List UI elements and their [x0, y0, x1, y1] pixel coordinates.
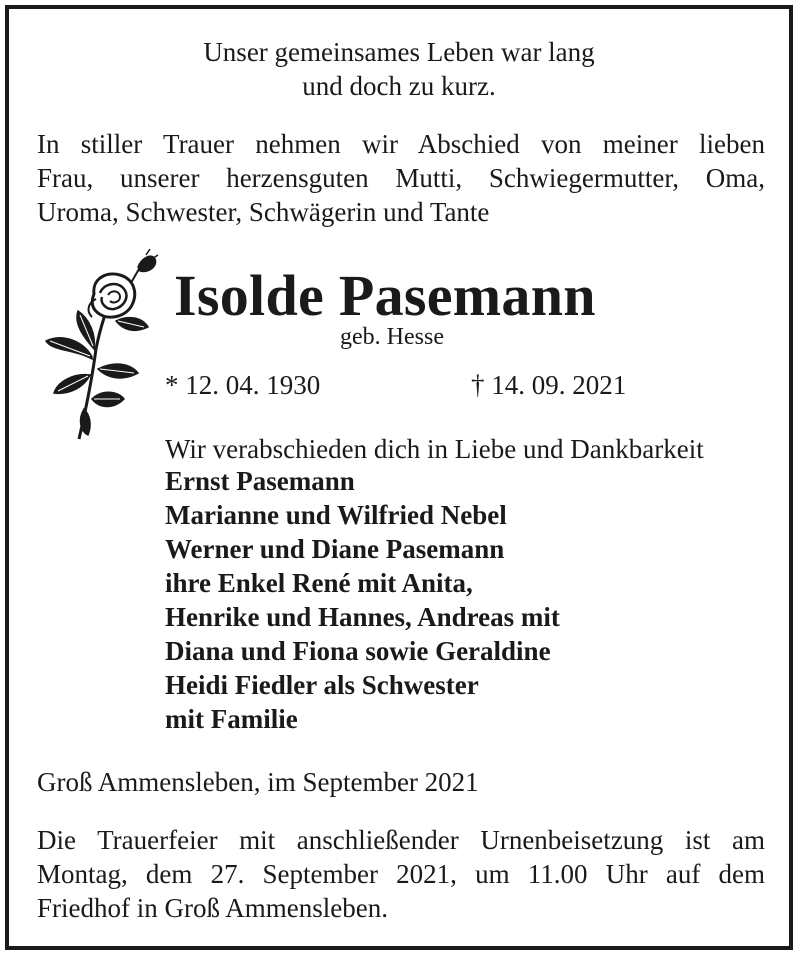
mourner-line: ihre Enkel René mit Anita,	[165, 568, 473, 598]
place-and-date: Groß Ammensleben, im September 2021	[37, 767, 479, 797]
service-line-3: Friedhof in Groß Ammensleben.	[37, 893, 388, 923]
quote-line-1: Unser gemeinsames Leben war lang	[203, 37, 595, 67]
mourners-list	[165, 464, 560, 736]
rose-icon	[34, 249, 174, 449]
mourner-line: Diana und Fiona sowie Geraldine	[165, 636, 551, 666]
quote-line-2: und doch zu kurz.	[302, 71, 496, 101]
mourner-line: Werner und Diane Pasemann	[165, 534, 505, 564]
mourner-line: Ernst Pasemann	[165, 466, 355, 496]
maiden-name: geb. Hesse	[340, 324, 444, 350]
birth-date: * 12. 04. 1930	[165, 370, 321, 400]
intro-line-3: Uroma, Schwester, Schwägerin und Tante	[37, 197, 490, 227]
mourner-line: Heidi Fiedler als Schwester	[165, 670, 479, 700]
funeral-service-info	[37, 823, 765, 925]
deceased-name: Isolde Pasemann	[174, 263, 596, 328]
obituary-notice	[5, 5, 793, 950]
intro-line-2: Frau, unserer herzensguten Mutti, Schwiegermutter, Oma,	[37, 163, 765, 193]
intro-line-1: In stiller Trauer nehmen wir Abschied von meiner lieben	[37, 129, 765, 159]
farewell-line: Wir verabschieden dich in Liebe und Dankbarkeit	[165, 434, 704, 464]
mourner-line: mit Familie	[165, 704, 298, 734]
service-line-2: Montag, dem 27. September 2021, um 11.00 Uhr auf dem	[37, 859, 765, 889]
death-date: † 14. 09. 2021	[471, 370, 627, 400]
mourner-line: Henrike und Hannes, Andreas mit	[165, 602, 560, 632]
mourner-line: Marianne und Wilfried Nebel	[165, 500, 507, 530]
service-line-1: Die Trauerfeier mit anschließender Urnenbeisetzung ist am	[37, 825, 765, 855]
